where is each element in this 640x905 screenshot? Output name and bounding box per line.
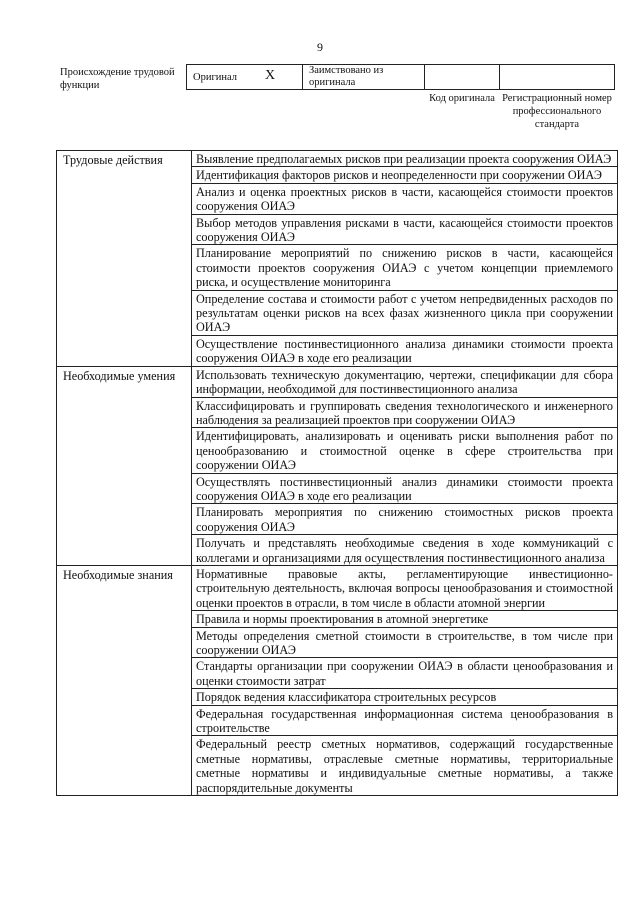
section-heading: Трудовые действия xyxy=(57,151,192,367)
original-label: Оригинал xyxy=(193,71,237,83)
section-item: Анализ и оценка проектных рисков в части, касающейся стоимости проектов сооружения ОИАЭ xyxy=(192,183,618,214)
section-item: Правила и нормы проектирования в атомной энергетике xyxy=(192,611,618,627)
section-item: Осуществление постинвестиционного анализа динамики стоимости проекта сооружения ОИАЭ в ходе его реализации xyxy=(192,335,618,366)
page-number: 9 xyxy=(317,40,323,54)
section-item: Получать и представлять необходимые сведения в ходе коммуникаций с коллегами и организациями для осуществления постинвестиционного анализа xyxy=(192,535,618,566)
section-item: Федеральная государственная информационная система ценообразования в строительстве xyxy=(192,705,618,736)
section-item: Определение состава и стоимости работ с учетом непредвиденных расходов по результатам оценки рисков на всех фазах жизненного цикла при сооружении ОИАЭ xyxy=(192,290,618,335)
table-row xyxy=(57,565,618,610)
reg-number-caption: Регистрационный номер профессионального стандарта xyxy=(502,93,612,130)
table-row xyxy=(57,151,618,167)
origin-label: Происхождение трудовой функции xyxy=(60,67,175,91)
original-mark: X xyxy=(265,68,276,83)
section-item: Планирование мероприятий по снижению рисков в части, касающейся стоимости проектов сооружения ОИАЭ с учетом концепции приемлемого риска, и осуществление мониторинга xyxy=(192,245,618,290)
borrowed-cell: Заимствовано из оригинала xyxy=(303,65,425,90)
section-item: Порядок ведения классификатора строительных ресурсов xyxy=(192,689,618,705)
section-item: Использовать техническую документацию, чертежи, спецификации для сбора информации, необходимой для постинвестиционного анализа xyxy=(192,366,618,397)
table-row xyxy=(57,366,618,397)
reg-number-cell xyxy=(500,65,615,90)
section-item: Методы определения сметной стоимости в строительстве, в том числе при сооружении ОИАЭ xyxy=(192,627,618,658)
section-item: Осуществлять постинвестиционный анализ динамики стоимости проекта сооружения ОИАЭ в ходе его реализации xyxy=(192,473,618,504)
section-item: Идентификация факторов рисков и неопределенности при сооружении ОИАЭ xyxy=(192,167,618,183)
section-item: Выявление предполагаемых рисков при реализации проекта сооружения ОИАЭ xyxy=(192,151,618,167)
section-heading: Необходимые умения xyxy=(57,366,192,565)
origin-grid xyxy=(186,64,615,90)
section-item: Стандарты организации при сооружении ОИАЭ в области ценообразования и оценки стоимости затрат xyxy=(192,658,618,689)
code-cell xyxy=(425,65,500,90)
section-item: Идентифицировать, анализировать и оценивать риски выполнения работ по ценообразованию и стоимостной оценке в сфере строительства при сооружении ОИАЭ xyxy=(192,428,618,473)
original-cell xyxy=(187,65,303,90)
code-caption: Код оригинала xyxy=(429,93,495,104)
section-item: Выбор методов управления рисками в части, касающейся стоимости проектов сооружения ОИАЭ xyxy=(192,214,618,245)
section-item: Федеральный реестр сметных нормативов, содержащий государственные сметные нормативы, отраслевые сметные нормативы, территориальные сметные нормативы и индивидуальные сметные нормативы, а также распорядительные документы xyxy=(192,736,618,796)
section-heading: Необходимые знания xyxy=(57,565,192,795)
labor-function-table xyxy=(56,150,618,796)
section-item: Классифицировать и группировать сведения технологического и инженерного наблюдения за реализацией проектов при сооружении ОИАЭ xyxy=(192,397,618,428)
section-item: Нормативные правовые акты, регламентирующие инвестиционно-строительную деятельность, включая вопросы ценообразования и стоимостной оценки проектов в отрасли, в том числе в области атомной энергии xyxy=(192,565,618,610)
section-item: Планировать мероприятия по снижению стоимостных рисков проекта сооружения ОИАЭ xyxy=(192,504,618,535)
